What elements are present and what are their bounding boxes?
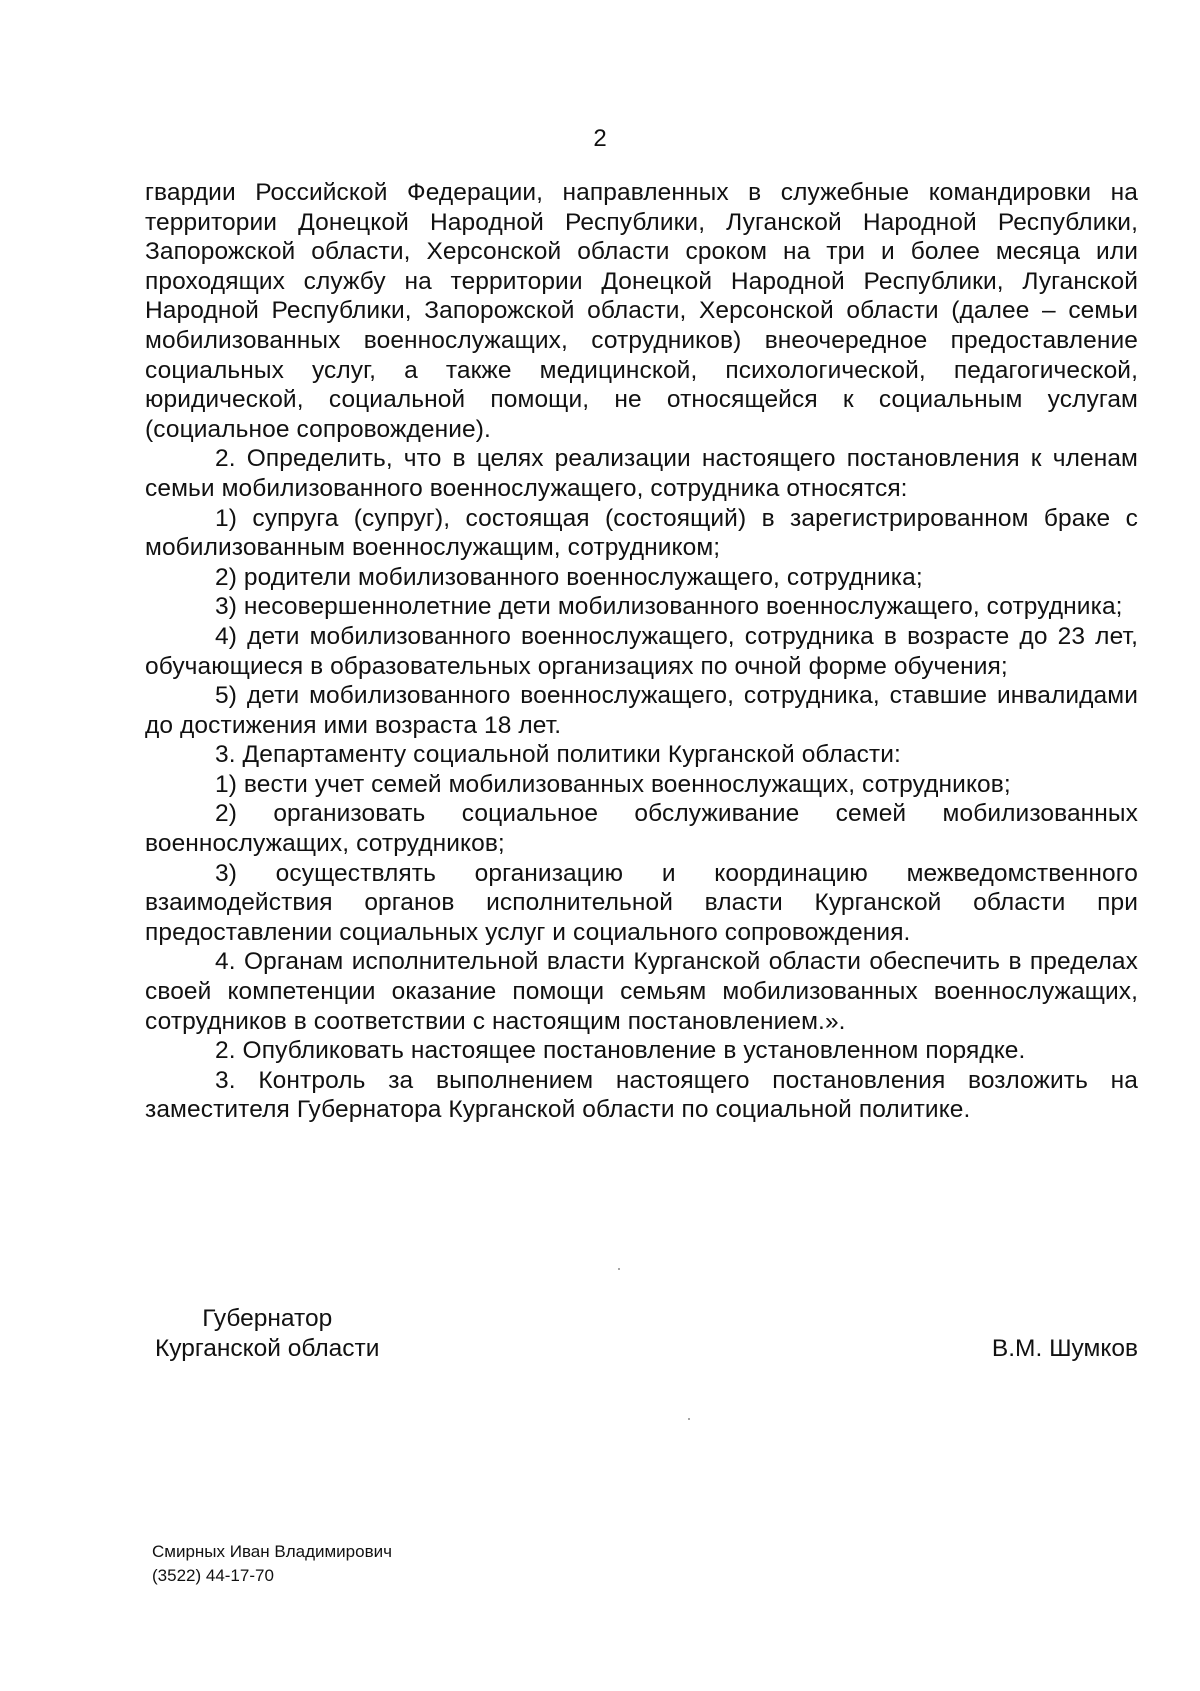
paragraph-subitem-spouse: 1) супруга (супруг), состоящая (состоящий) в зарегистрированном браке с мобилизованным военнослужащим, сотрудником;: [145, 504, 1138, 562]
paragraph-item-3-department: 3. Департаменту социальной политики Курганской области:: [215, 741, 901, 769]
paragraph-publish: 2. Опубликовать настоящее постановление в установленном порядке.: [215, 1037, 1026, 1065]
document-body: [145, 178, 1138, 1125]
signatory-title: Губернатор: [202, 1305, 333, 1332]
signatory-name: В.М. Шумков: [991, 1335, 1138, 1362]
executor-name: Смирных Иван Владимирович: [152, 1542, 392, 1561]
signatory-position: [155, 1304, 379, 1364]
paragraph-subitem-coordination: 3) осуществлять организацию и координацию межведомственного взаимодействия органов исполнительной власти Курганской области при предоставлении социальных услуг и социального сопровождения.: [145, 859, 1138, 946]
paragraph-subitem-service: 2) организовать социальное обслуживание семей мобилизованных военнослужащих, сотрудников;: [145, 800, 1138, 858]
executor-block: [152, 1540, 392, 1588]
paragraph-continuation: гвардии Российской Федерации, направленных в служебные командировки на территории Донецкой Народной Республики, Луганской Народной Республики, Запорожской области, Херсонской области сроком на три и более месяца или проходящих службу на территории Донецкой Народной Республики, Луганской Народной Республики, Запорожской области, Херсонской области (далее – семьи мобилизованных военнослужащих, сотрудников) внеочередное предоставление социальных услуг, а также медицинской, психологической, педагогической, юридической, социальной помощи, не относящейся к социальным услугам (социальное сопровождение).: [145, 179, 1138, 443]
paragraph-subitem-parents: 2) родители мобилизованного военнослужащего, сотрудника;: [215, 563, 923, 591]
scan-artifact-dot: [618, 1268, 620, 1270]
signatory-region: Курганской области: [155, 1335, 380, 1362]
scan-artifact-dot: [688, 1418, 690, 1420]
paragraph-item-2-define: 2. Определить, что в целях реализации настоящего постановления к членам семьи мобилизованного военнослужащего, сотрудника относятся:: [145, 445, 1138, 502]
page-number: 2: [593, 125, 607, 152]
executor-phone: (3522) 44-17-70: [152, 1566, 274, 1585]
paragraph-subitem-records: 1) вести учет семей мобилизованных военнослужащих, сотрудников;: [215, 770, 1011, 798]
paragraph-subitem-students: 4) дети мобилизованного военнослужащего, сотрудника в возрасте до 23 лет, обучающиеся в образовательных организациях по очной форме обучения;: [145, 622, 1138, 680]
signature-block: [145, 1304, 1138, 1374]
paragraph-subitem-minor-children: 3) несовершеннолетние дети мобилизованного военнослужащего, сотрудника;: [215, 593, 1123, 621]
paragraph-control: 3. Контроль за выполнением настоящего постановления возложить на заместителя Губернатора Курганской области по социальной политике.: [145, 1066, 1138, 1124]
paragraph-subitem-disabled-children: 5) дети мобилизованного военнослужащего, сотрудника, ставшие инвалидами до достижения ими возраста 18 лет.: [145, 682, 1138, 739]
paragraph-item-4-authorities: 4. Органам исполнительной власти Курганской области обеспечить в пределах своей компетенции оказание помощи семьям мобилизованных военнослужащих, сотрудников в соответствии с настоящим постановлением.».: [145, 948, 1138, 1035]
